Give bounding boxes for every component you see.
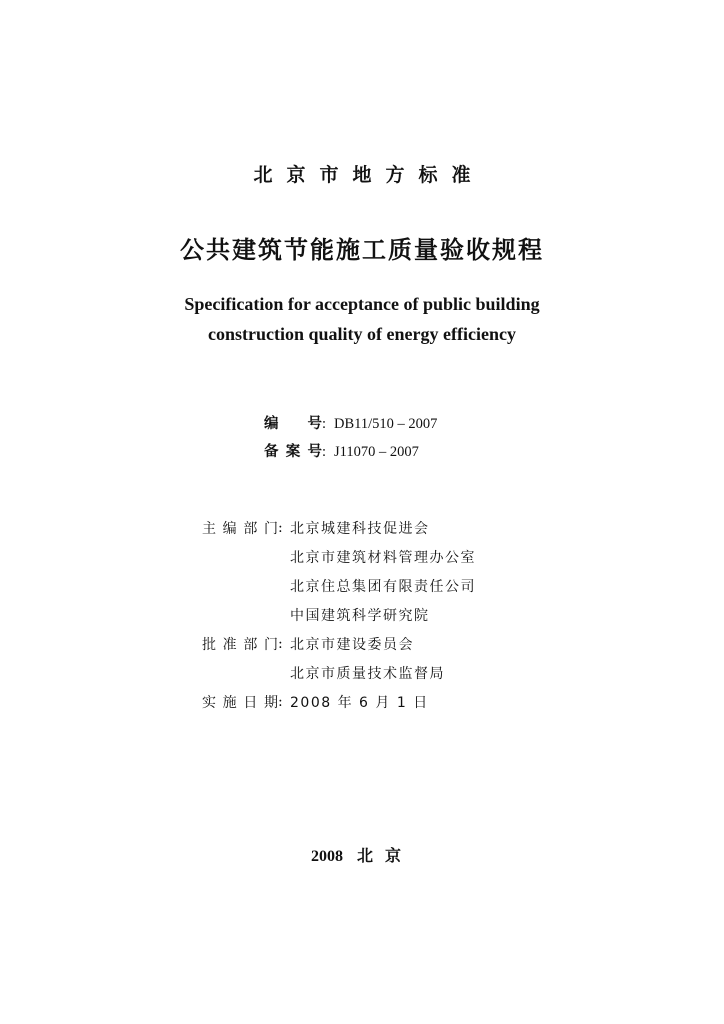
approver-label: 批准部门: [202, 636, 278, 653]
editor-row: [202, 571, 542, 600]
editor-row: [202, 513, 542, 542]
document-title-english-line-2: construction quality of energy efficiency: [208, 324, 516, 344]
record-number: [264, 440, 419, 461]
editor-row: [202, 600, 542, 629]
standard-number-value: DB11/510 – 2007: [334, 416, 438, 432]
approver-row: [202, 658, 542, 687]
editor-organization: 北京城建科技促进会: [290, 520, 430, 537]
organization-info: [202, 513, 542, 716]
publication-footer: [0, 843, 724, 866]
editor-colon: :: [278, 519, 283, 536]
record-number-colon: :: [322, 444, 327, 460]
editor-row: [202, 542, 542, 571]
effective-date-value: 2008 年 6 月 1 日: [290, 694, 429, 711]
record-number-value: J11070 – 2007: [334, 444, 419, 460]
editor-label: 主编部门: [202, 520, 278, 537]
standard-type: 北京市地方标准: [253, 164, 485, 186]
standard-number-colon: :: [322, 416, 327, 432]
document-title-chinese: 公共建筑节能施工质量验收规程: [180, 236, 544, 264]
approver-colon: :: [278, 635, 283, 652]
editor-organization: 中国建筑科学研究院: [290, 607, 430, 624]
standard-number-label: 编号: [264, 416, 322, 432]
editor-organization: 北京住总集团有限责任公司: [290, 578, 476, 595]
approver-organization: 北京市质量技术监督局: [290, 665, 445, 682]
document-title-english-line-1: Specification for acceptance of public building: [184, 294, 540, 314]
effective-date-colon: :: [278, 693, 283, 710]
standard-number: [264, 412, 437, 433]
effective-date-label: 实施日期: [202, 694, 278, 711]
effective-date-row: [202, 687, 542, 716]
approver-organization: 北京市建设委员会: [290, 636, 414, 653]
editor-organization: 北京市建筑材料管理办公室: [290, 549, 476, 566]
publication-year: 2008: [310, 848, 343, 865]
record-number-label: 备案号: [264, 444, 322, 460]
publication-city: 北京: [356, 846, 413, 865]
approver-row: [202, 629, 542, 658]
